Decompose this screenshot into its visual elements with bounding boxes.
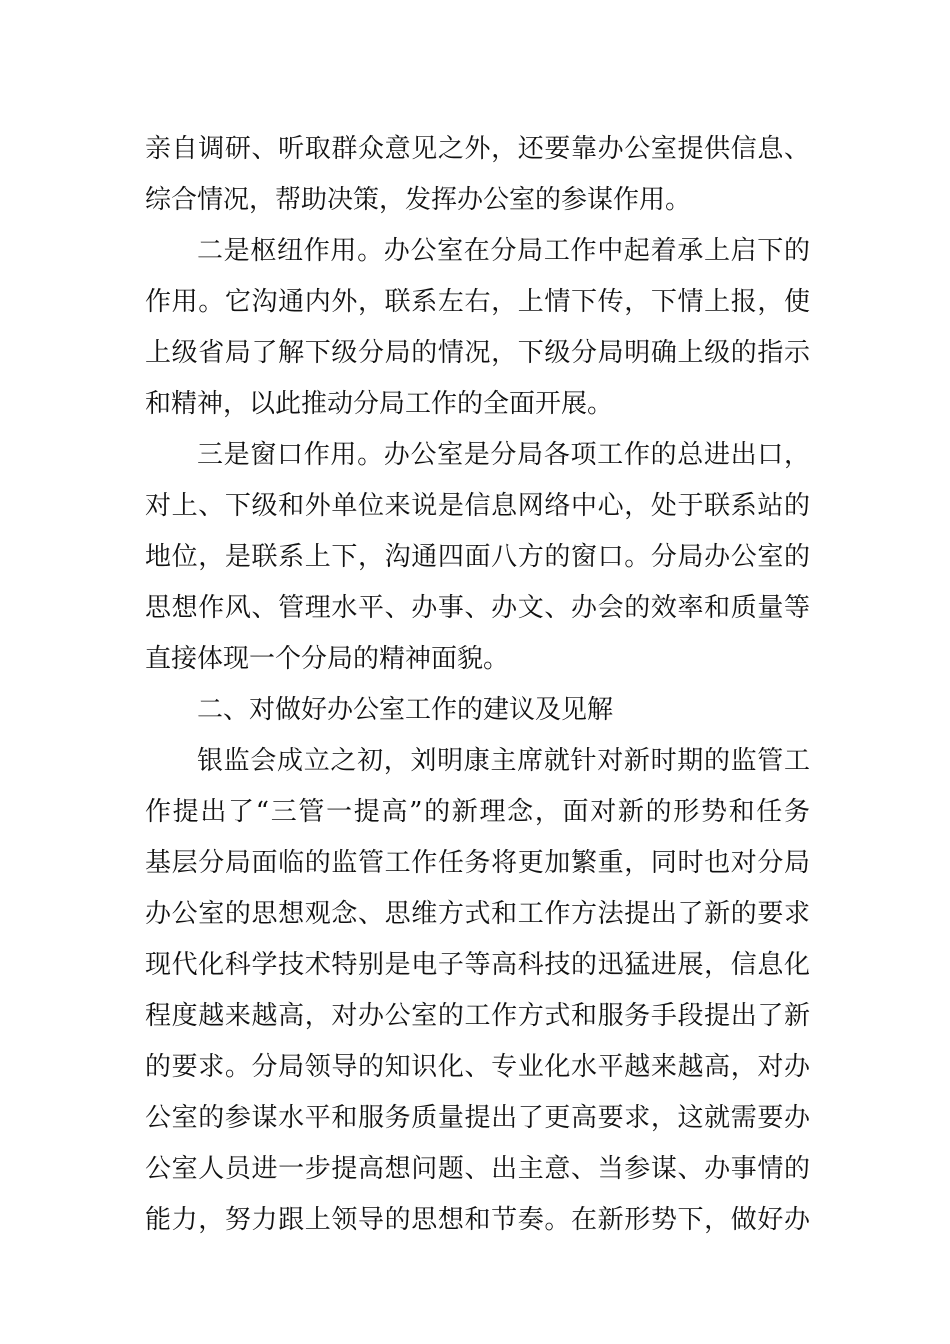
section-heading: 二、对做好办公室工作的建议及见解 [197, 695, 614, 725]
text-line: 作用。它沟通内外，联系左右，上情下传，下情上报，使 [145, 287, 810, 317]
text-line: 综合情况，帮助决策，发挥办公室的参谋作用。 [145, 185, 692, 215]
text-line: 二是枢纽作用。办公室在分局工作中起着承上启下的 [197, 236, 810, 266]
text-line: 现代化科学技术特别是电子等高科技的迅猛进展，信息化 [145, 950, 810, 980]
text-line: 公室的参谋水平和服务质量提出了更高要求，这就需要办 [145, 1103, 810, 1133]
text-line: 和精神，以此推动分局工作的全面开展。 [145, 389, 614, 419]
text-line: 三是窗口作用。办公室是分局各项工作的总进出口， [197, 440, 810, 470]
text-line: 程度越来越高，对办公室的工作方式和服务手段提出了新 [145, 1001, 810, 1031]
text-line: 对上、下级和外单位来说是信息网络中心，处于联系站的 [145, 491, 810, 521]
text-line: 直接体现一个分局的精神面貌。 [145, 644, 510, 674]
text-line: 上级省局了解下级分局的情况，下级分局明确上级的指示 [145, 338, 810, 368]
text-line: 基层分局面临的监管工作任务将更加繁重，同时也对分局 [145, 848, 810, 878]
document-body [145, 124, 810, 1246]
text-line: 思想作风、管理水平、办事、办文、办会的效率和质量等 [145, 593, 810, 623]
text-line: 地位，是联系上下，沟通四面八方的窗口。分局办公室的 [145, 542, 810, 572]
text-line: 作提出了“三管一提高”的新理念，面对新的形势和任务 [145, 797, 810, 827]
text-line: 亲自调研、听取群众意见之外，还要靠办公室提供信息、 [145, 134, 810, 164]
text-line: 能力，努力跟上领导的思想和节奏。在新形势下，做好办 [145, 1205, 810, 1235]
text-line: 办公室的思想观念、思维方式和工作方法提出了新的要求 [145, 899, 810, 929]
text-line: 公室人员进一步提高想问题、出主意、当参谋、办事情的 [145, 1154, 810, 1184]
text-line: 银监会成立之初，刘明康主席就针对新时期的监管工 [197, 746, 810, 776]
text-line: 的要求。分局领导的知识化、专业化水平越来越高，对办 [145, 1052, 810, 1082]
